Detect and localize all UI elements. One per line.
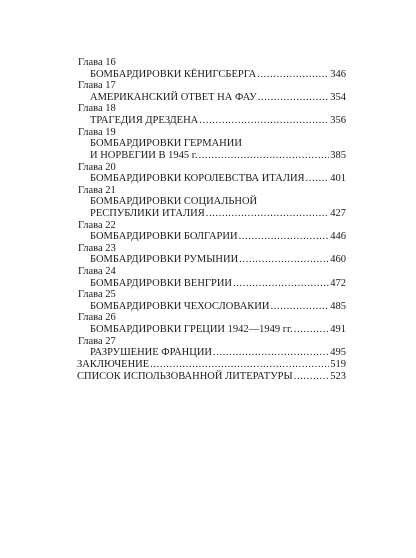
page-number: 485	[330, 300, 346, 312]
chapter-title: БОМБАРДИРОВКИ БОЛГАРИИ	[90, 231, 238, 243]
chapter-label: Глава 16	[78, 57, 116, 68]
page-number: 354	[330, 91, 346, 103]
chapter-title-line: БОМБАРДИРОВКИ ГЕРМАНИИ	[90, 138, 242, 150]
bibliography-title: СПИСОК ИСПОЛЬЗОВАННОЙ ЛИТЕРАТУРЫ	[77, 370, 293, 382]
toc-section	[77, 162, 346, 185]
chapter-label: Глава 20	[78, 161, 116, 173]
toc-section	[77, 127, 346, 162]
chapter-label: Глава 22	[78, 219, 116, 231]
page-number: 346	[330, 68, 346, 80]
dot-leader	[213, 347, 329, 359]
dot-leader	[233, 278, 329, 290]
chapter-title: БОМБАРДИРОВКИ КОРОЛЕВСТВА ИТАЛИЯ	[90, 173, 305, 185]
chapter-label: Глава 27	[78, 335, 116, 347]
chapter-label: Глава 21	[78, 184, 116, 196]
dot-leader	[199, 150, 330, 162]
toc-entry	[90, 301, 346, 313]
dot-leader	[239, 254, 329, 266]
page-number: 491	[330, 323, 346, 335]
toc-entry	[90, 173, 346, 185]
toc-entry-bibliography	[77, 371, 346, 383]
chapter-label: Глава 19	[78, 126, 116, 138]
toc-entry	[90, 278, 346, 290]
chapter-title: БОМБАРДИРОВКИ КЁНИГСБЕРГА	[90, 68, 257, 80]
toc-section	[77, 289, 346, 312]
toc-section	[77, 243, 346, 266]
chapter-label: Глава 25	[78, 289, 116, 301]
page-number: 460	[330, 254, 346, 266]
toc-section	[77, 185, 346, 220]
chapter-title-line: БОМБАРДИРОВКИ СОЦИАЛЬНОЙ	[90, 196, 258, 208]
toc-entry	[90, 347, 346, 359]
chapter-title: ТРАГЕДИЯ ДРЕЗДЕНА	[90, 114, 199, 126]
chapter-title: БОМБАРДИРОВКИ ГРЕЦИИ 1942—1949 гг.	[90, 323, 293, 335]
toc-entry	[90, 115, 346, 127]
chapter-label: Глава 18	[78, 103, 116, 115]
chapter-title: БОМБАРДИРОВКИ ВЕНГРИИ	[90, 277, 232, 289]
chapter-title: РАЗРУШЕНИЕ ФРАНЦИИ	[90, 347, 213, 359]
toc-section	[77, 312, 346, 335]
chapter-title: РЕСПУБЛИКИ ИТАЛИЯ	[90, 207, 205, 219]
dot-leader	[206, 208, 330, 220]
toc-entry	[90, 208, 346, 220]
dot-leader	[199, 115, 329, 127]
chapter-title: БОМБАРДИРОВКИ ЧЕХОСЛОВАКИИ	[90, 300, 270, 312]
dot-leader	[257, 69, 329, 81]
toc-entry	[90, 69, 346, 81]
chapter-label: Глава 24	[78, 266, 116, 278]
page-number: 519	[330, 358, 346, 370]
page-number: 446	[330, 231, 346, 243]
page-number: 401	[330, 173, 346, 185]
page-number: 495	[330, 347, 346, 359]
chapter-label: Глава 26	[78, 312, 116, 324]
toc-section	[77, 103, 346, 126]
toc-section	[77, 80, 346, 103]
toc-section	[77, 266, 346, 289]
toc-entry	[90, 324, 346, 336]
dot-leader	[150, 359, 329, 371]
dot-leader	[294, 371, 330, 383]
dot-leader	[294, 324, 329, 336]
chapter-title: АМЕРИКАНСКИЙ ОТВЕТ НА ФАУ	[90, 91, 257, 103]
conclusion-title: ЗАКЛЮЧЕНИЕ	[77, 358, 150, 370]
toc-section	[77, 57, 346, 80]
toc-section	[77, 220, 346, 243]
dot-leader	[270, 301, 329, 313]
chapter-title: И НОРВЕГИИ В 1945 г.	[90, 149, 198, 161]
toc-entry	[90, 92, 346, 104]
chapter-label: Глава 17	[78, 80, 116, 92]
chapter-title: БОМБАРДИРОВКИ РУМЫНИИ	[90, 254, 239, 266]
toc-entry	[90, 231, 346, 243]
page-number: 472	[330, 277, 346, 289]
page-number: 356	[330, 114, 346, 126]
page-number: 523	[330, 370, 346, 382]
dot-leader	[258, 92, 330, 104]
page-number: 427	[330, 207, 346, 219]
toc-entry	[90, 254, 346, 266]
table-of-contents	[77, 57, 346, 382]
toc-entry	[90, 150, 346, 162]
dot-leader	[306, 173, 330, 185]
page-number: 385	[330, 149, 346, 161]
toc-section	[77, 336, 346, 359]
chapter-label: Глава 23	[78, 242, 116, 254]
dot-leader	[239, 231, 330, 243]
toc-entry-conclusion	[77, 359, 346, 371]
